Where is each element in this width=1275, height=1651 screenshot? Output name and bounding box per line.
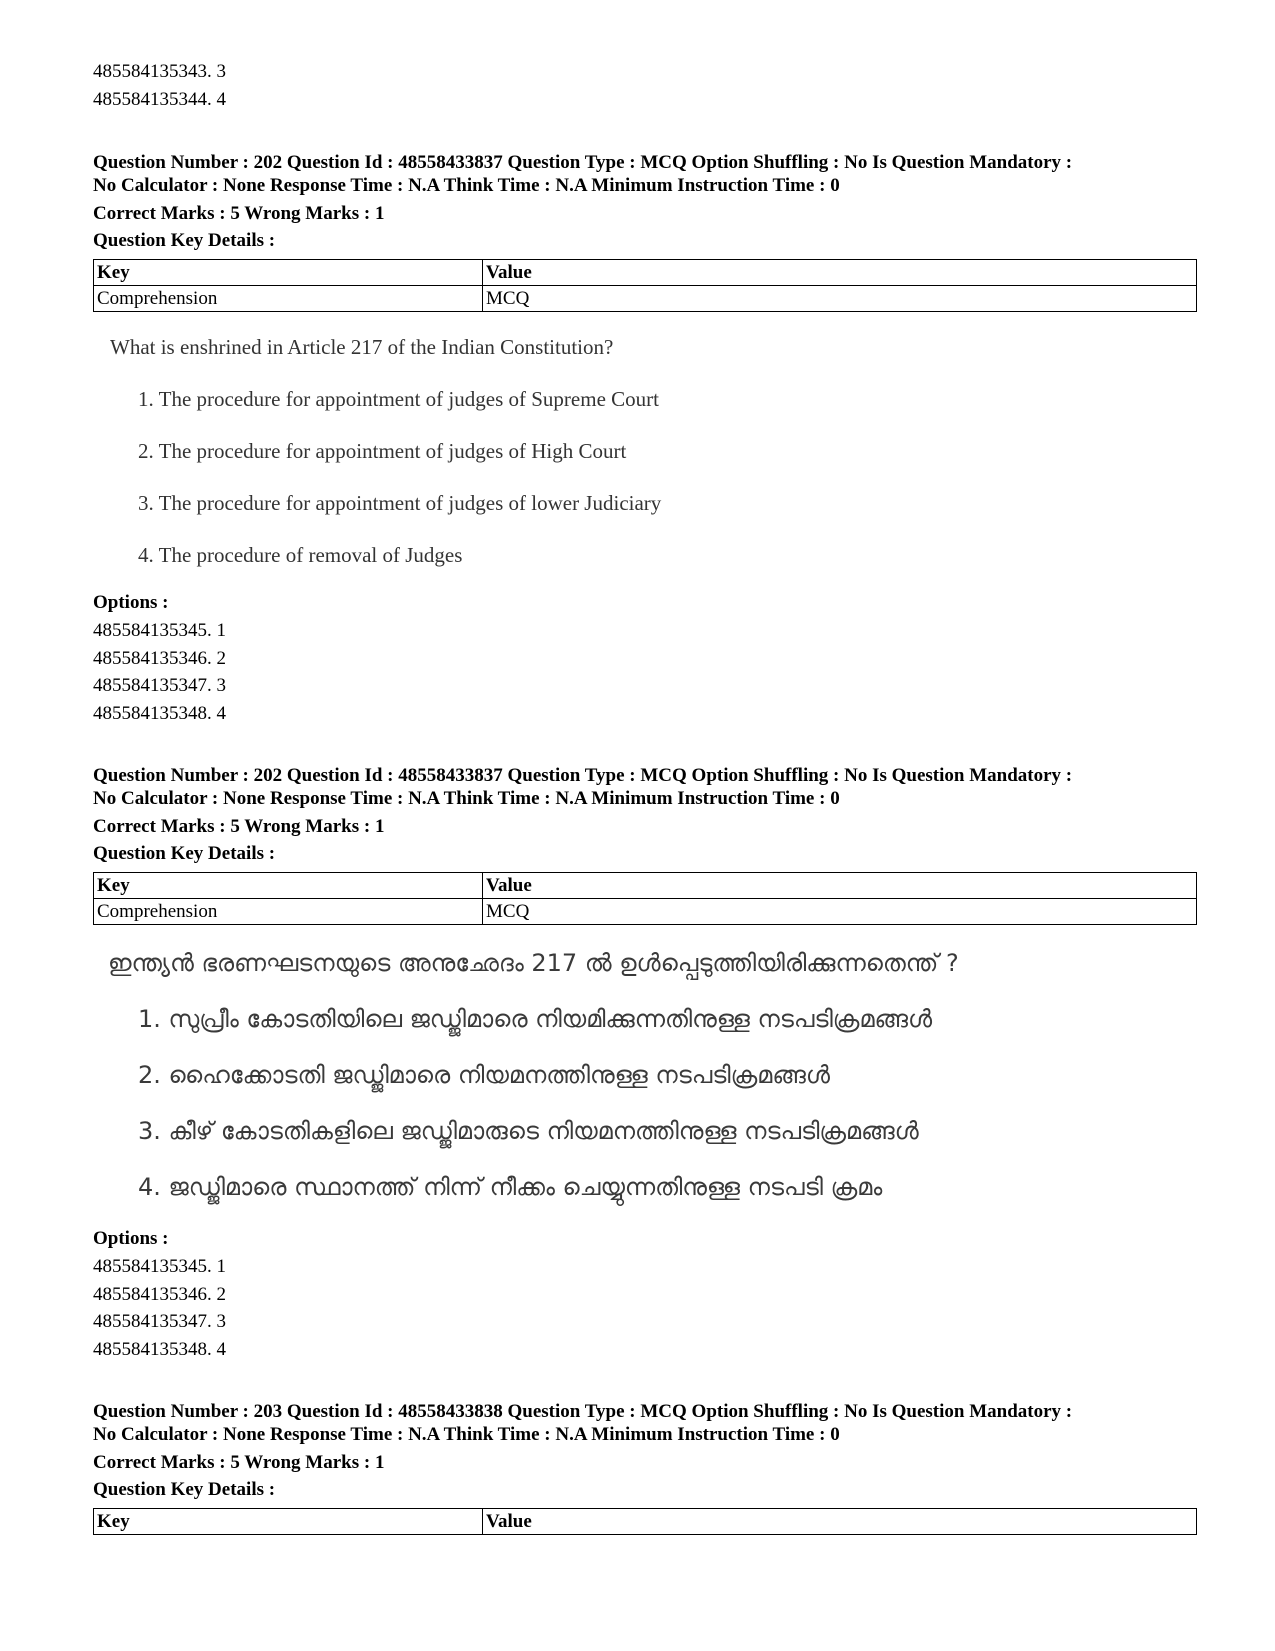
table-header-key: Key — [94, 1509, 483, 1535]
key-value-table — [93, 1508, 1197, 1535]
question-choice: 2. ഹൈക്കോടതി ജഡ്ജിമാരെ നിയമനത്തിനുള്ള നടപടിക്രമങ്ങൾ — [138, 1061, 830, 1089]
key-details-label: Question Key Details : — [93, 230, 276, 251]
table-cell-key: Comprehension — [94, 899, 483, 925]
marks-line: Correct Marks : 5 Wrong Marks : 1 — [93, 1452, 385, 1473]
question-choice: 1. സുപ്രീം കോടതിയിലെ ജഡ്ജിമാരെ നിയമിക്കുന്നതിനുള്ള നടപടിക്രമങ്ങൾ — [138, 1005, 933, 1033]
option-line: 485584135347. 3 — [93, 675, 226, 696]
key-value-table — [93, 259, 1197, 312]
table-header-value: Value — [483, 260, 1197, 286]
question-header-line1: Question Number : 203 Question Id : 48558433838 Question Type : MCQ Option Shuffling : No Is Question Mandatory : — [93, 1401, 1073, 1422]
question-header-line2: No Calculator : None Response Time : N.A Think Time : N.A Minimum Instruction Time : 0 — [93, 1424, 840, 1445]
question-header-line1: Question Number : 202 Question Id : 48558433837 Question Type : MCQ Option Shuffling : No Is Question Mandatory : — [93, 765, 1073, 786]
marks-line: Correct Marks : 5 Wrong Marks : 1 — [93, 816, 385, 837]
options-label: Options : — [93, 592, 169, 613]
table-cell-key: Comprehension — [94, 286, 483, 312]
table-cell-value: MCQ — [483, 286, 1197, 312]
question-header-line2: No Calculator : None Response Time : N.A Think Time : N.A Minimum Instruction Time : 0 — [93, 788, 840, 809]
option-line: 485584135344. 4 — [93, 89, 226, 110]
table-header-value: Value — [483, 1509, 1197, 1535]
option-line: 485584135348. 4 — [93, 703, 226, 724]
key-details-label: Question Key Details : — [93, 843, 276, 864]
option-line: 485584135346. 2 — [93, 648, 226, 669]
question-choice: 2. The procedure for appointment of judges of High Court — [138, 439, 627, 463]
option-line: 485584135343. 3 — [93, 61, 226, 82]
question-choice: 4. The procedure of removal of Judges — [138, 543, 463, 567]
table-header-value: Value — [483, 873, 1197, 899]
table-header-key: Key — [94, 873, 483, 899]
table-cell-value: MCQ — [483, 899, 1197, 925]
question-choice: 4. ജഡ്ജിമാരെ സ്ഥാനത്ത് നിന്ന് നീക്കം ചെയ്യുന്നതിനുള്ള നടപടി ക്രമം — [138, 1173, 883, 1201]
question-header-line2: No Calculator : None Response Time : N.A Think Time : N.A Minimum Instruction Time : 0 — [93, 175, 840, 196]
marks-line: Correct Marks : 5 Wrong Marks : 1 — [93, 203, 385, 224]
option-line: 485584135345. 1 — [93, 620, 226, 641]
option-line: 485584135348. 4 — [93, 1339, 226, 1360]
table-header-key: Key — [94, 260, 483, 286]
option-line: 485584135345. 1 — [93, 1256, 226, 1277]
option-line: 485584135347. 3 — [93, 1311, 226, 1332]
question-text: What is enshrined in Article 217 of the Indian Constitution? — [110, 335, 614, 359]
question-choice: 1. The procedure for appointment of judges of Supreme Court — [138, 387, 659, 411]
option-line: 485584135346. 2 — [93, 1284, 226, 1305]
question-choice: 3. The procedure for appointment of judges of lower Judiciary — [138, 491, 662, 515]
options-label: Options : — [93, 1228, 169, 1249]
question-text: ഇന്ത്യൻ ഭരണഘടനയുടെ അനുഛേദം 217 ൽ ഉൾപ്പെടുത്തിയിരിക്കുന്നതെന്ത് ? — [108, 949, 959, 977]
question-header-line1: Question Number : 202 Question Id : 48558433837 Question Type : MCQ Option Shuffling : No Is Question Mandatory : — [93, 152, 1073, 173]
key-details-label: Question Key Details : — [93, 1479, 276, 1500]
key-value-table — [93, 872, 1197, 925]
question-choice: 3. കീഴ് കോടതികളിലെ ജഡ്ജിമാരുടെ നിയമനത്തിനുള്ള നടപടിക്രമങ്ങൾ — [138, 1117, 919, 1145]
